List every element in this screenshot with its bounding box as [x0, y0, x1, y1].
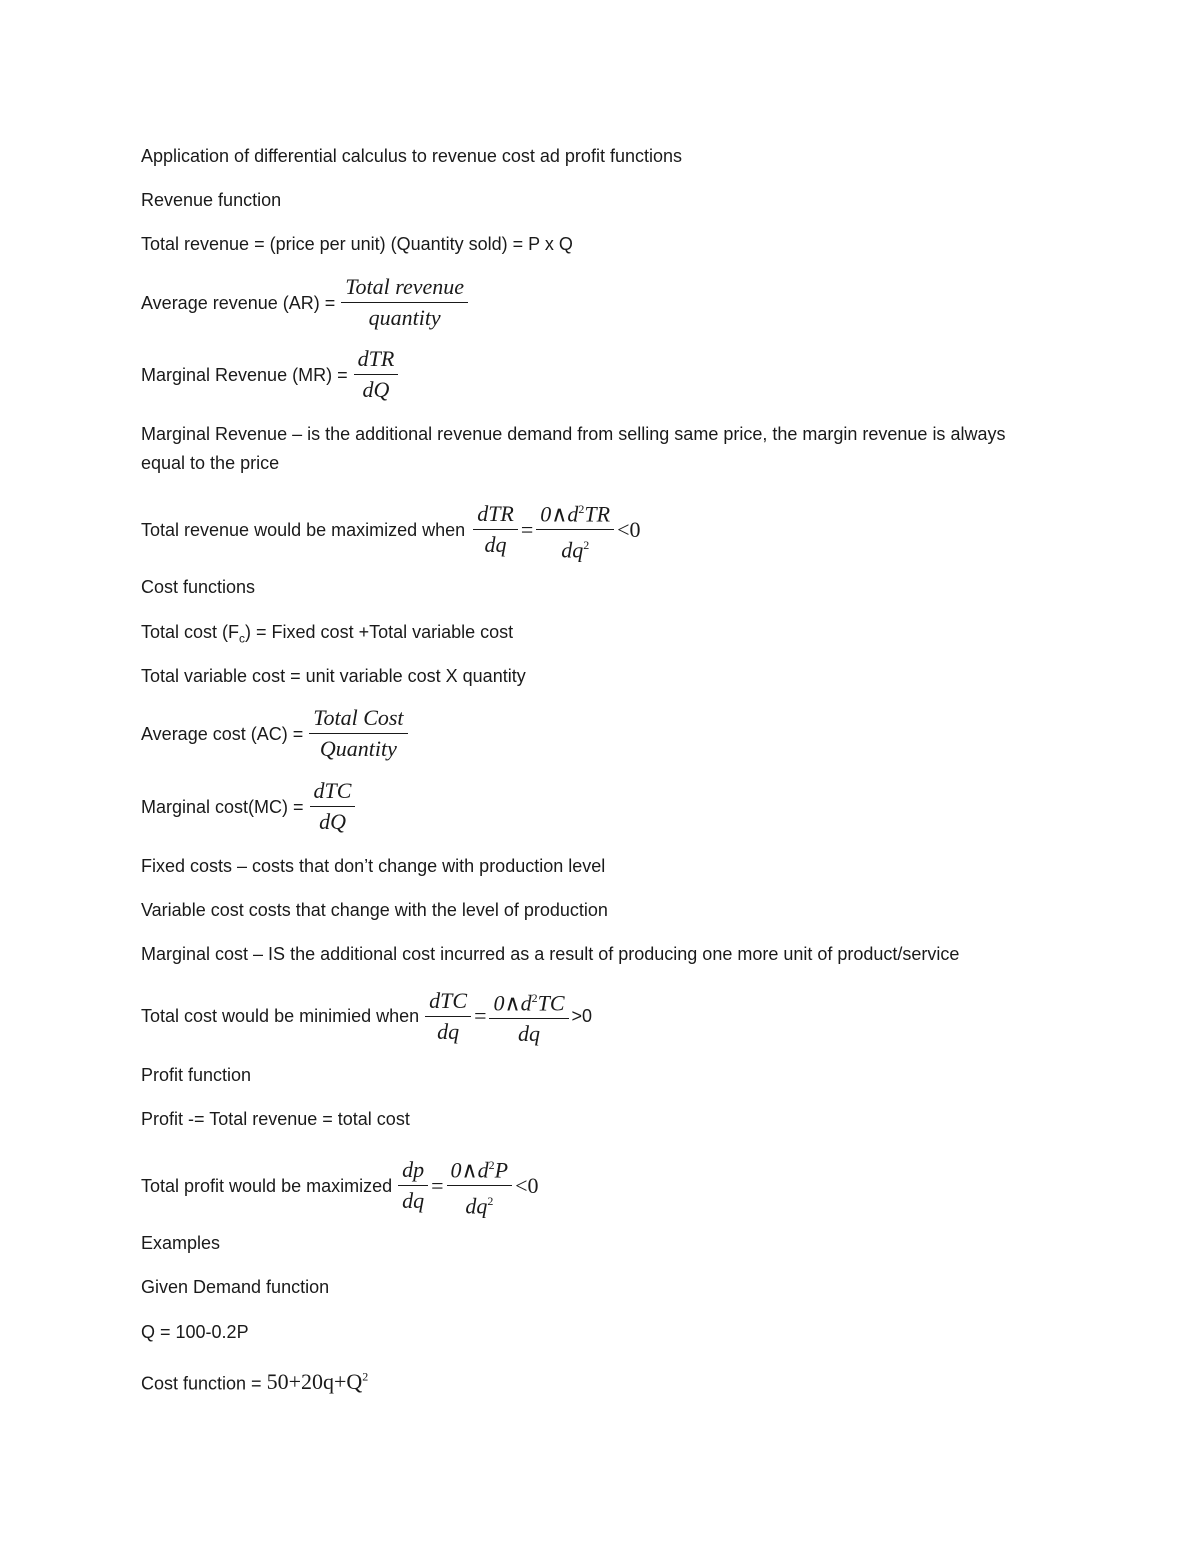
given-demand-line: Given Demand function: [141, 1277, 330, 1297]
marginal-cost-line: [141, 778, 357, 835]
demand-equation: Q = 100-0.2P: [141, 1322, 249, 1342]
profit-max-fraction-2: [447, 1152, 513, 1220]
profit-max-line: [141, 1152, 540, 1220]
inequality: >0: [571, 1006, 593, 1027]
expression-text: 50+20q+Q: [266, 1369, 363, 1395]
average-revenue-line: [141, 274, 470, 331]
heading-profit-function: Profit function: [141, 1065, 252, 1085]
tr-max-fraction-2: [536, 496, 614, 564]
numerator-text: 0∧d: [450, 1157, 489, 1183]
numerator-text: TR: [584, 501, 611, 527]
heading-cost-functions: Cost functions: [141, 577, 256, 597]
tr-max-fraction-1: [473, 501, 518, 558]
average-cost-label: Average cost (AC) =: [141, 723, 304, 744]
denominator-text: dq: [561, 537, 584, 563]
average-cost-line: [141, 705, 410, 762]
marginal-cost-label: Marginal cost(MC) =: [141, 796, 304, 817]
total-cost-text: ) = Fixed cost +Total variable cost: [245, 622, 514, 642]
subscript: c: [239, 631, 246, 646]
fixed-costs-definition: Fixed costs – costs that don’t change with production level: [141, 856, 606, 876]
marginal-cost-definition: Marginal cost – IS the additional cost incurred as a result of producing one more unit of product/service: [141, 944, 960, 964]
fraction-numerator: [447, 1152, 513, 1186]
fraction-numerator: [536, 496, 614, 530]
marginal-revenue-line: [141, 346, 400, 403]
fraction-denominator: dq: [518, 1021, 540, 1047]
fraction-numerator: Total revenue: [341, 274, 468, 303]
total-variable-cost-line: Total variable cost = unit variable cost X quantity: [141, 666, 526, 686]
fraction-numerator: dTR: [473, 501, 518, 530]
tc-min-fraction-2: [489, 985, 568, 1047]
fraction-denominator: [461, 1186, 497, 1219]
fraction-denominator: dq: [437, 1018, 460, 1044]
fraction-numerator: dTC: [310, 778, 356, 807]
cost-function-expression: [267, 1369, 369, 1394]
superscript: 2: [362, 1370, 369, 1384]
profit-max-fraction-1: [398, 1157, 428, 1214]
document-title: Application of differential calculus to revenue cost ad profit functions: [141, 146, 682, 166]
profit-definition: Profit -= Total revenue = total cost: [141, 1109, 410, 1129]
average-cost-fraction: [309, 705, 407, 762]
tr-max-line: [141, 496, 642, 564]
fraction-denominator: dq: [484, 532, 507, 558]
cost-function-line: [141, 1366, 368, 1394]
superscript: 2: [487, 1194, 494, 1209]
fraction-denominator: quantity: [368, 305, 441, 330]
inequality: <0: [515, 1172, 539, 1198]
superscript: 2: [531, 991, 538, 1005]
marginal-revenue-definition: Marginal Revenue – is the additional revenue demand from selling same price, the margin revenue is always equal to the price: [141, 424, 1006, 473]
marginal-cost-fraction: [310, 778, 356, 835]
numerator-text: 0∧d: [540, 501, 579, 527]
fraction-numerator: dp: [398, 1157, 428, 1186]
superscript: 2: [583, 538, 590, 553]
fraction-numerator: dTR: [354, 346, 399, 375]
fraction-numerator: [489, 985, 568, 1019]
heading-examples: Examples: [141, 1233, 221, 1253]
fraction-denominator: dQ: [362, 377, 390, 402]
equals-sign: =: [474, 1003, 487, 1029]
total-cost-line: [141, 621, 513, 650]
fraction-numerator: dTC: [425, 988, 471, 1017]
cost-function-label: Cost function =: [141, 1373, 262, 1394]
variable-cost-definition: Variable cost costs that change with the level of production: [141, 900, 608, 920]
average-revenue-fraction: [341, 274, 468, 331]
numerator-text: TC: [537, 990, 565, 1016]
heading-revenue-function: Revenue function: [141, 190, 282, 210]
tc-min-label: Total cost would be minimied when: [141, 1006, 420, 1027]
fraction-denominator: dQ: [319, 809, 346, 834]
denominator-text: dq: [465, 1193, 488, 1219]
fraction-denominator: Quantity: [319, 736, 397, 761]
inequality: <0: [617, 516, 641, 542]
equals-sign: =: [520, 516, 534, 542]
profit-max-label: Total profit would be maximized: [141, 1175, 393, 1196]
total-revenue-line: Total revenue = (price per unit) (Quantity sold) = P x Q: [141, 234, 573, 254]
marginal-revenue-label: Marginal Revenue (MR) =: [141, 364, 348, 385]
total-cost-text: Total cost (F: [141, 622, 240, 642]
average-revenue-label: Average revenue (AR) =: [141, 292, 336, 313]
fraction-denominator: [557, 530, 593, 563]
fraction-numerator: Total Cost: [309, 705, 407, 734]
superscript: 2: [488, 1158, 495, 1172]
tc-min-fraction-1: [425, 988, 471, 1045]
numerator-text: 0∧d: [493, 990, 532, 1016]
superscript: 2: [578, 502, 585, 516]
equals-sign: =: [431, 1172, 444, 1198]
tr-max-label: Total revenue would be maximized when: [141, 519, 466, 540]
fraction-denominator: dq: [402, 1188, 425, 1214]
tc-min-line: [141, 985, 593, 1047]
numerator-text: P: [494, 1157, 509, 1183]
marginal-revenue-fraction: [354, 346, 399, 403]
